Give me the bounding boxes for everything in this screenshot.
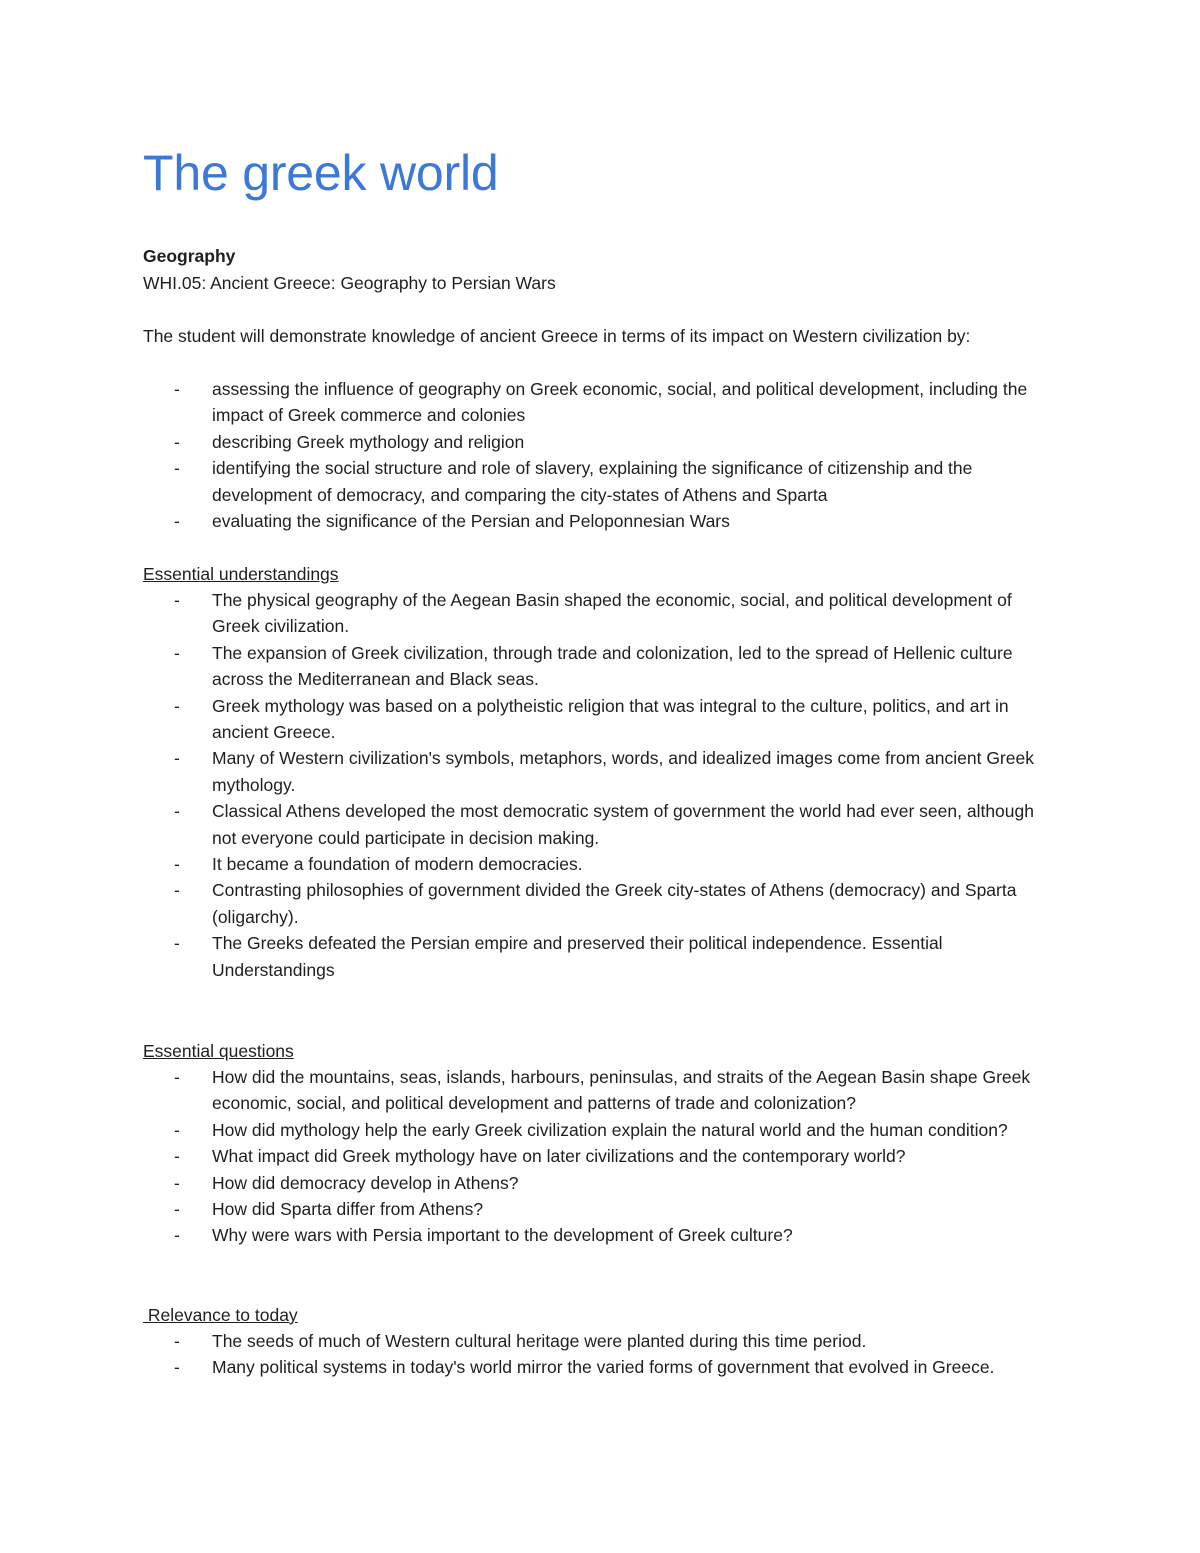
list-item: - Why were wars with Persia important to the development of Greek culture? — [143, 1222, 1063, 1248]
questions-heading: Essential questions — [143, 1041, 294, 1061]
dash-bullet: - — [174, 511, 180, 532]
list-item: - How did mythology help the early Greek civilization explain the natural world and the human condition? — [143, 1117, 1063, 1143]
list-item: - The expansion of Greek civilization, through trade and colonization, led to the spread of Hellenic culture across the Mediterranean and Black seas. — [143, 640, 1063, 693]
list-item: - It became a foundation of modern democracies. — [143, 851, 1063, 877]
geography-heading: Geography — [143, 246, 236, 266]
dash-bullet: - — [174, 1199, 180, 1220]
dash-bullet: - — [174, 590, 180, 610]
dash-bullet: - — [174, 458, 180, 479]
list-item: - Classical Athens developed the most democratic system of government the world had ever seen, although not everyone could participate in decision making. — [143, 798, 1063, 851]
list-item: - evaluating the significance of the Persian and Peloponnesian Wars — [143, 508, 1063, 534]
list-item: - The Greeks defeated the Persian empire and preserved their political independence. Essential Understandings — [143, 930, 1063, 983]
list-item: - How did Sparta differ from Athens? — [143, 1196, 1063, 1222]
list-item: - describing Greek mythology and religion — [143, 429, 1063, 455]
list-item: - Contrasting philosophies of government divided the Greek city-states of Athens (democracy) and Sparta (oligarchy). — [143, 877, 1063, 930]
dash-bullet: - — [174, 1119, 180, 1140]
understandings-list — [143, 587, 1063, 983]
standard-line: WHI.05: Ancient Greece: Geography to Persian Wars — [143, 273, 556, 293]
list-item: - The seeds of much of Western cultural heritage were planted during this time period. — [143, 1328, 1063, 1354]
list-item: - assessing the influence of geography on Greek economic, social, and political development, including the impact of Greek commerce and colonies — [143, 376, 1063, 429]
list-item: - Many of Western civilization's symbols, metaphors, words, and idealized images come from ancient Greek mythology. — [143, 745, 1063, 798]
relevance-list — [143, 1328, 1063, 1381]
list-item: - What impact did Greek mythology have on later civilizations and the contemporary world? — [143, 1143, 1063, 1169]
relevance-heading: Relevance to today — [143, 1305, 298, 1325]
dash-bullet: - — [174, 1146, 180, 1167]
dash-bullet: - — [174, 854, 180, 875]
understandings-heading: Essential understandings — [143, 564, 339, 584]
list-item: - Greek mythology was based on a polytheistic religion that was integral to the culture, politics, and art in ancient Greece. — [143, 693, 1063, 746]
dash-bullet: - — [174, 642, 180, 663]
questions-list — [143, 1064, 1063, 1249]
list-item: - Many political systems in today's world mirror the varied forms of government that evolved in Greece. — [143, 1354, 1063, 1380]
dash-bullet: - — [174, 1225, 180, 1246]
page-title: The greek world — [143, 145, 499, 201]
dash-bullet: - — [174, 1172, 180, 1193]
list-item: - identifying the social structure and role of slavery, explaining the significance of citizenship and the development of democracy, and comparing the city-states of Athens and Sparta — [143, 455, 1063, 508]
dash-bullet: - — [174, 431, 180, 452]
list-item: - How did democracy develop in Athens? — [143, 1170, 1063, 1196]
dash-bullet: - — [174, 748, 180, 769]
dash-bullet: - — [174, 1331, 180, 1351]
intro-list — [143, 376, 1063, 534]
list-item: - The physical geography of the Aegean Basin shaped the economic, social, and political development of Greek civilization. — [143, 587, 1063, 640]
intro-text: The student will demonstrate knowledge of ancient Greece in terms of its impact on Western civilization by: — [143, 326, 971, 346]
dash-bullet: - — [174, 1357, 180, 1378]
dash-bullet: - — [174, 933, 180, 954]
dash-bullet: - — [174, 801, 180, 822]
dash-bullet: - — [174, 880, 180, 901]
dash-bullet: - — [174, 695, 180, 716]
list-item: - How did the mountains, seas, islands, harbours, peninsulas, and straits of the Aegean Basin shape Greek economic, social, and political development and patterns of trade and colonization? — [143, 1064, 1063, 1117]
dash-bullet: - — [174, 379, 180, 399]
dash-bullet: - — [174, 1067, 180, 1087]
